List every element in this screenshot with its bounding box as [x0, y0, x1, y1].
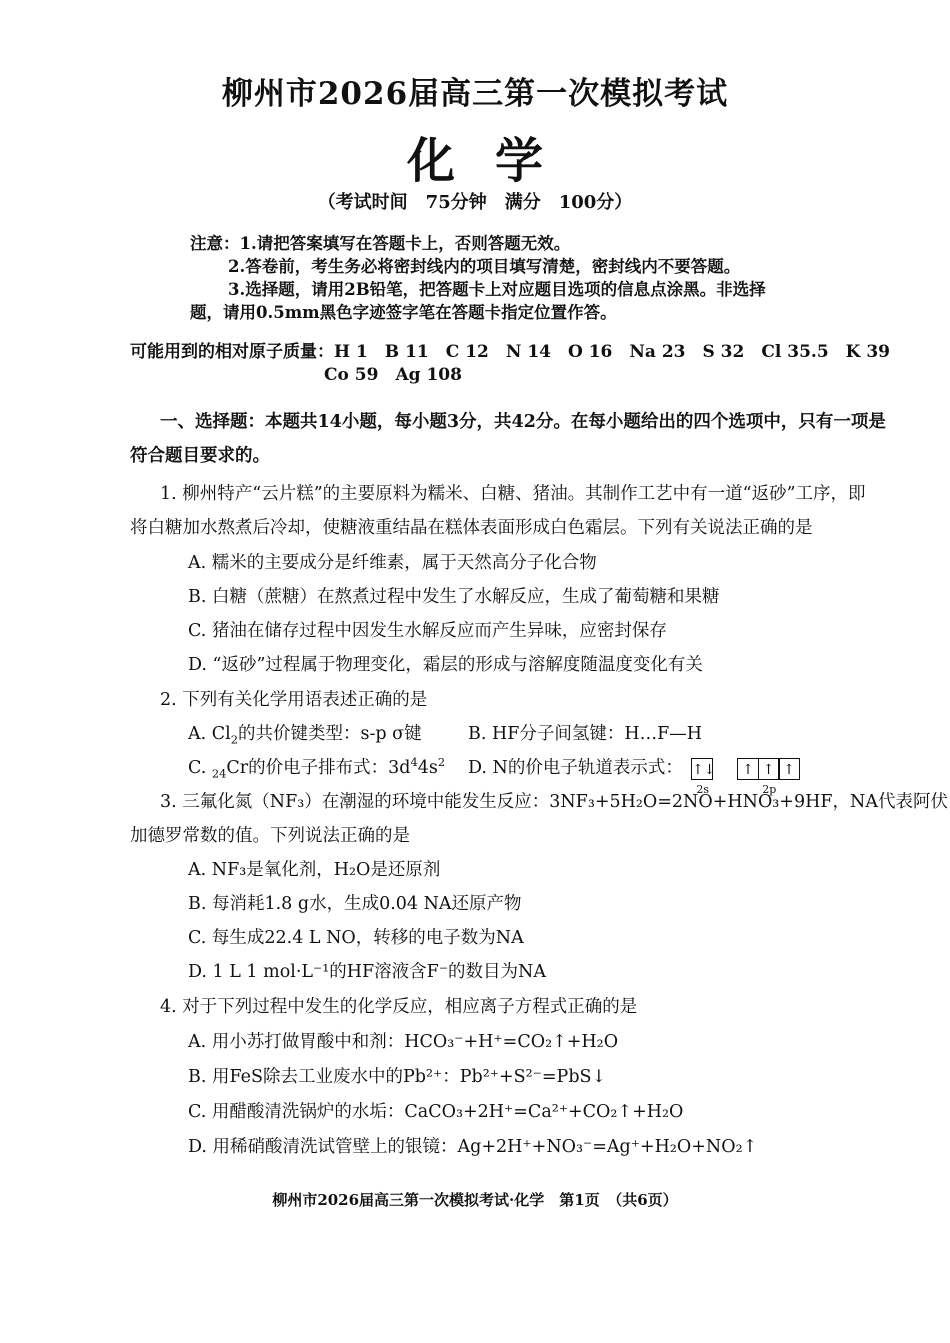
- q2-a-sub: 2: [230, 732, 238, 747]
- atomic-masses-label: 可能用到的相对原子质量：: [130, 342, 334, 362]
- q4-option-a: A. 用小苏打做胃酸中和剂：HCO₃⁻+H⁺=CO₂↑+H₂O: [188, 1032, 619, 1052]
- q1-stem-1: 1. 柳州特产“云片糕”的主要原料为糯米、白糖、猪油。其制作工艺中有一道“返砂”工序，即: [160, 484, 866, 504]
- q1-option-b: B. 白糖（蔗糖）在熬煮过程中发生了水解反应，生成了葡萄糖和果糖: [188, 587, 720, 607]
- q2-c-presub: 24: [211, 766, 227, 781]
- q3-option-c: C. 每生成22.4 L NO，转移的电子数为NA: [188, 928, 524, 948]
- orbital-box-2p-1: ↑: [737, 758, 759, 780]
- atomic-masses-line-1: [130, 337, 890, 362]
- q2-c-mid: Cr的价电子排布式：3d: [226, 758, 411, 778]
- q3-option-d: D. 1 L 1 mol·L⁻¹的HF溶液含F⁻的数目为NA: [188, 962, 547, 982]
- page-footer: 柳州市2026届高三第一次模拟考试·化学 第1页 （共6页）: [272, 1191, 678, 1209]
- q2-d-text: D. N的价电子轨道表示式：: [468, 758, 683, 778]
- q4-option-b: B. 用FeS除去工业废水中的Pb²⁺：Pb²⁺+S²⁻=PbS↓: [188, 1067, 607, 1087]
- q4-stem: 4. 对于下列过程中发生的化学反应，相应离子方程式正确的是: [160, 997, 638, 1017]
- section-heading-2: 符合题目要求的。: [130, 446, 270, 466]
- orbital-2p: [739, 758, 801, 796]
- orbital-label-2p: 2p: [762, 782, 777, 796]
- q4-option-d: D. 用稀硝酸清洗试管壁上的银镜：Ag+2H⁺+NO₃⁻=Ag⁺+H₂O+NO₂↑: [188, 1137, 758, 1157]
- notes-text-1: 1.请把答案填写在答题卡上，否则答题无效。: [239, 234, 571, 253]
- orbital-box-2p-3: ↑: [778, 758, 800, 780]
- notes-line-1: [190, 230, 570, 254]
- q2-option-d: [468, 754, 800, 796]
- orbital-box-2p-2: ↑: [758, 758, 780, 780]
- notes-line-4: 题，请用0.5mm黑色字迹签字笔在答题卡指定位置作答。: [190, 303, 617, 322]
- q2-stem: 2. 下列有关化学用语表述正确的是: [160, 690, 428, 710]
- q2-c-sup1: 4: [410, 755, 418, 770]
- subject-title: 化学: [406, 133, 583, 189]
- q3-stem-2: 加德罗常数的值。下列说法正确的是: [130, 826, 410, 846]
- q2-option-a: [188, 720, 422, 745]
- section-heading-1: 一、选择题：本题共14小题，每小题3分，共42分。在每小题给出的四个选项中，只有一项是: [160, 412, 886, 432]
- q2-c-sup2: 2: [437, 755, 446, 770]
- notes-label: 注意：: [190, 234, 240, 253]
- q3-option-a: A. NF₃是氧化剂，H₂O是还原剂: [188, 860, 441, 880]
- q3-option-b: B. 每消耗1.8 g水，生成0.04 NA还原产物: [188, 894, 522, 914]
- q1-option-a: A. 糯米的主要成分是纤维素，属于天然高分子化合物: [188, 553, 597, 573]
- atomic-masses-line-2: Co 59 Ag 108: [324, 365, 462, 385]
- q2-option-b: B. HF分子间氢键：H…F—H: [468, 724, 703, 744]
- orbital-box-2s: ↑↓: [691, 758, 713, 780]
- page-title: 柳州市2026届高三第一次模拟考试: [221, 76, 729, 112]
- q1-option-c: C. 猪油在储存过程中因发生水解反应而产生异味，应密封保存: [188, 621, 667, 641]
- q2-c-mid2: 4s: [417, 758, 438, 778]
- exam-info: （考试时间 75分钟 满分 100分）: [317, 192, 633, 213]
- q2-c-prefix: C.: [188, 758, 212, 778]
- q3-stem-1: 3. 三氟化氮（NF₃）在潮湿的环境中能发生反应：3NF₃+5H₂O=2NO+HNO₃+9HF，NA代表阿伏: [160, 792, 948, 812]
- q1-option-d: D. “返砂”过程属于物理变化，霜层的形成与溶解度随温度变化有关: [188, 655, 703, 675]
- notes-line-3: 3.选择题，请用2B铅笔，把答题卡上对应题目选项的信息点涂黑。非选择: [228, 280, 766, 299]
- orbital-label-2s: 2s: [696, 782, 710, 796]
- q2-option-c: [188, 754, 445, 779]
- q4-option-c: C. 用醋酸清洗锅炉的水垢：CaCO₃+2H⁺=Ca²⁺+CO₂↑+H₂O: [188, 1102, 684, 1122]
- q2-a-prefix: A. Cl: [188, 724, 231, 744]
- q2-a-rest: 的共价键类型：s-p σ键: [238, 724, 422, 744]
- atomic-masses-values-1: H 1 B 11 C 12 N 14 O 16 Na 23 S 32 Cl 35.5 K 39: [334, 342, 891, 362]
- orbital-2s: [691, 758, 716, 796]
- q1-stem-2: 将白糖加水熬煮后冷却，使糖液重结晶在糕体表面形成白色霜层。下列有关说法正确的是: [130, 518, 813, 538]
- notes-line-2: 2.答卷前，考生务必将密封线内的项目填写清楚，密封线内不要答题。: [228, 257, 741, 276]
